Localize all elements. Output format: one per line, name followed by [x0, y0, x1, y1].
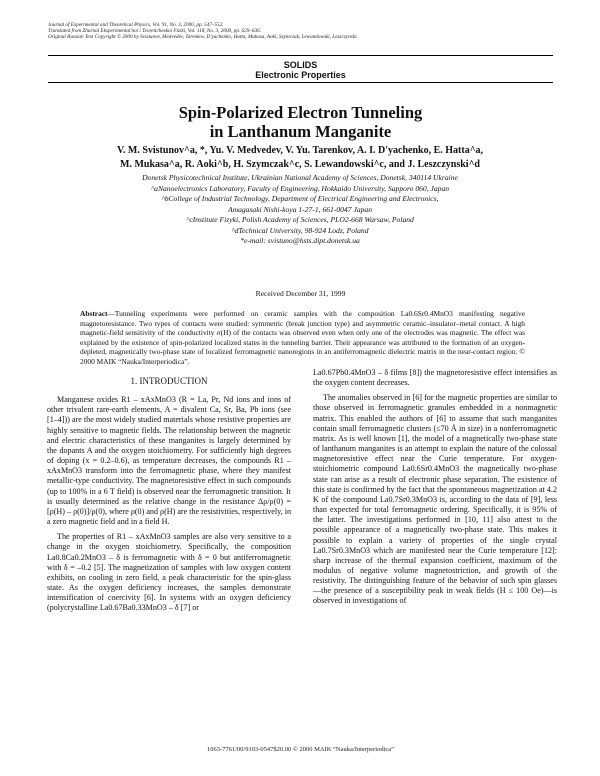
affiliation: Donetsk Physicotechnical Institute, Ukrainian National Academy of Sciences, Donetsk, 340114 Ukraine — [142, 173, 458, 182]
section-divider — [48, 82, 553, 83]
header-line: Journal of Experimental and Theoretical Physics, Vol. 91, No. 3, 2000, pp. 547–552. — [48, 22, 224, 28]
section-title: SOLIDS — [283, 60, 318, 70]
affiliations — [60, 173, 540, 247]
title-line: in Lanthanum Manganite — [209, 122, 392, 141]
abstract-label: Abstract — [80, 309, 108, 318]
author-line: V. M. Svistunov^a, *, Yu. V. Medvedev, V. Yu. Tarenkov, A. I. D'yachenko, E. Hatta^a, — [116, 145, 484, 156]
abstract — [80, 309, 525, 366]
page-footer: 1063-7761/00/9103-0547$20.00 © 2000 MAIK “Nauka/Interperiodica” — [206, 746, 395, 753]
left-column — [47, 368, 291, 613]
affiliation: ^bCollege of Industrial Technology, Department of Electrical Engineering and Electronics, — [161, 194, 439, 203]
abstract-text: —Tunneling experiments were performed on ceramic samples with the composition La0.6Sr0.4MnO3 manifesting negative magnetoresistance. Two types of contacts were studied: symmetric (break junction type) and asymmetric ceramic–insulator–metal contact. A high magnetic-field sensitivity of the conductivity σ(H) of the contacts was observed even when only one of the electrodes was magnetic. The effect was explained by the existence of spin-polarized localized states in the tunneling barrier. Their appearance was attributed to the formation of an oxygen-depleted, magnetically two-phase state of localized ferromagnetic nanoregions in an antiferromagnetic dielectric matrix in the near-contact region. © 2000 MAIK “Nauka/Interperiodica”. — [80, 309, 525, 366]
author-list — [60, 144, 540, 172]
section-heading — [48, 60, 553, 80]
paragraph: The properties of R1 – xAxMnO3 samples are also very sensitive to a change in the oxygen stoichiometry. Specifically, the composition La0.8Ca0.2MnO3 – δ is ferromagnetic with δ = 0 but antiferromagnetic with δ = –0.2 [5]. The magnetization of samples with low oxygen content exhibits, on cooling in zero field, a peak characteristic for the spin-glass state. As the oxygen deficiency increases, the samples demonstrate intensification of coercivity [6]. In systems with an oxygen deficiency (polycrystalline La0.67Ba0.33MnO3 – δ [7] or — [47, 532, 291, 613]
contact-email: *e-mail: svistuno@hsts.dipt.donetsk.ua — [240, 236, 360, 245]
author-line: M. Mukasa^a, R. Aoki^b, H. Szymczak^c, S. Lewandowski^c, and J. Leszczynski^d — [120, 159, 480, 170]
affiliation: ^aNanoelectronics Laboratory, Faculty of Engineering, Hokkaido University, Sapporo 060, Japan — [150, 183, 450, 193]
paper-title — [48, 103, 553, 141]
section-subtitle: Electronic Properties — [255, 70, 346, 80]
paragraph: Manganese oxides R1 – xAxMnO3 (R = La, Pr, Nd ions and ions of other trivalent rare-earth elements, A = divalent Ca, Sr, Ba, Pb ions (see [1–4])) are the most widely studied materials whose resistive properties are highly sensitive to magnetic fields. The relationship between the magnetic and electric characteristics of these manganites is largely determined by the dopants A and the oxygen stoichiometry. For sufficiently high degrees of doping (x = 0.2–0.6), as temperature decreases, the compounds R1 – xAxMnO3 transform into the ferromagnetic phase, where they manifest metallic-type conductivity. The magnetoresistive effect in such compounds (up to 100% in a 6 T field) is observed near the ferromagnetic transition. It is usually determined as the relative change in the resistance Δρ/ρ(0) = [ρ(H) – ρ(0)]/ρ(0), where ρ(0) and ρ(H) are the resistivities, respectively, in a zero magnetic field and in a field H. — [47, 395, 291, 527]
paragraph: The anomalies observed in [6] for the magnetic properties are similar to those observed in ferromagnetic granules embedded in a nonmagnetic matrix. This enabled the authors of [6] to assume that such manganites contain small ferromagnetic clusters (≤70 Å in size) in a nonferromagnetic matrix. As is well known [1], the model of a magnetically two-phase state of lanthanum manganites is an attempt to explain the nature of the colossal magnetoresistive effect near the Curie temperature. For oxygen-stoichiometric compound La0.6Sr0.4MnO3 the magnetically two-phase state can arise as a result of electronic phase separation. The existence of this state is confirmed by the fact that the spontaneous magnetization at 4.2 K of the compound La0.7Sr0.3MnO3 is, according to the data of [9], less than expected for total ferromagnetic ordering. Specifically, it is 95% of the latter. The investigations performed in [10, 11] also attest to the possible appearance of a magnetically two-phase state. This makes it possible to explain a variety of properties of the single crystal La0.7Sr0.3MnO3 which are manifested near the Curie temperature [12]: sharp increase of the thermal expansion coefficient, maximum of the modulus of negative volume magnetostriction, and growth of the resistivity. The distinguishing feature of the behavior of such spin glasses—the presence of a susceptibility peak in weak fields (H ≤ 100 Oe)—is observed in investigations of — [313, 393, 557, 606]
affiliation: ^cInstitute Fizyki, Polish Academy of Sciences, PLO2-668 Warsaw, Poland — [186, 215, 414, 224]
title-line: Spin-Polarized Electron Tunneling — [178, 103, 423, 122]
paragraph: La0.67Pb0.4MnO3 – δ films [8]) the magnetoresistive effect intensifies as the oxygen content decreases. — [313, 368, 557, 388]
right-column — [313, 368, 557, 607]
affiliation: ^dTechnical University, 98-924 Lodz, Poland — [231, 225, 369, 235]
header-line: Translated from Zhurnal Éksperimental'noi i Teoreticheskoi Fiziki, Vol. 118, No. 3, 2000, pp. 629–636. — [48, 28, 261, 35]
header-divider — [48, 55, 553, 56]
header-line: Original Russian Text Copyright © 2000 by Svistunov, Medvedev, Tarenkov, D'yachenko, Hatta, Mukasa, Aoki, Szymczak, Lewandowski, Leszczynski. — [48, 34, 358, 41]
section-heading-introduction: 1. INTRODUCTION — [130, 376, 208, 386]
journal-header — [48, 22, 568, 41]
affiliation: Amagasaki Nishi-koya 1-27-1, 661-0047 Japan — [227, 204, 373, 214]
received-date: Received December 31, 1999 — [255, 289, 346, 298]
